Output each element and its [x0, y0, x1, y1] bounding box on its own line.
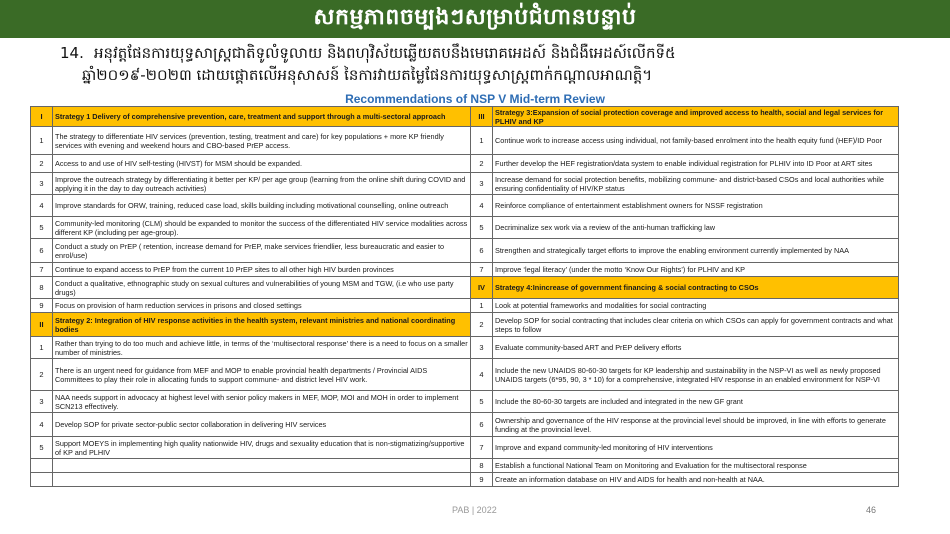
section-heading: [60, 42, 930, 86]
right-recommendation-cell: Include the new UNAIDS 80-60-30 targets for KP leadership and sustainability in the NSP-VI as well as newly proposed UNAIDS targets (6*95, 90, 3 * 10) for a comprehensive, integrated HIV response in an enabled environment for NSP-VI: [493, 359, 899, 391]
left-recommendation-cell: Strategy 2: Integration of HIV response activities in the health system, relevant ministries and national coordinating bodies: [53, 313, 471, 337]
left-recommendation-cell: [53, 459, 471, 473]
left-recommendation-cell: There is an urgent need for guidance from MEF and MOP to enable provincial health departments / Provincial AIDS Committees to play their role in allocating funds to support commune- and district level HIV work.: [53, 359, 471, 391]
left-index-cell: 2: [31, 359, 53, 391]
right-index-cell: IV: [471, 277, 493, 299]
left-index-cell: 1: [31, 127, 53, 155]
right-index-cell: III: [471, 107, 493, 127]
right-recommendation-cell: Strategy 3:Expansion of social protection coverage and improved access to health, social and legal services for PLHIV and KP: [493, 107, 899, 127]
table-row: [31, 359, 899, 391]
table-row: [31, 155, 899, 173]
right-index-cell: 5: [471, 391, 493, 413]
left-index-cell: 1: [31, 337, 53, 359]
left-recommendation-cell: Access to and use of HIV self-testing (HIVST) for MSM should be expanded.: [53, 155, 471, 173]
right-recommendation-cell: Decriminalize sex work via a review of the anti-human trafficking law: [493, 217, 899, 239]
right-recommendation-cell: Increase demand for social protection benefits, mobilizing commune- and district-based CSOs and local authorities while ensuring confidentiality of HIV/KP status: [493, 173, 899, 195]
left-recommendation-cell: Develop SOP for private sector-public sector collaboration in delivering HIV services: [53, 413, 471, 437]
heading-text-1: អនុវត្តផែនការយុទ្ធសាស្ត្រជាតិទូលំទូលាយ និងពហុវិស័យឆ្លើយតបនឹងមេរោគអេដស៍ និងជំងឺអេដស៍លើកទី៥: [94, 44, 676, 62]
right-index-cell: 1: [471, 299, 493, 313]
right-recommendation-cell: Ownership and governance of the HIV response at the provincial level should be improved, in line with efforts to generate funding at the provincial level.: [493, 413, 899, 437]
right-recommendation-cell: Strategy 4:Inincrease of government financing & social contracting to CSOs: [493, 277, 899, 299]
right-recommendation-cell: Create an information database on HIV and AIDS for health and non-health at NAA.: [493, 473, 899, 487]
table-row: [31, 277, 899, 299]
right-recommendation-cell: Establish a functional National Team on Monitoring and Evaluation for the multisectoral response: [493, 459, 899, 473]
left-index-cell: 2: [31, 155, 53, 173]
right-index-cell: 7: [471, 437, 493, 459]
right-recommendation-cell: Further develop the HEF registration/data system to enable individual registration for PLHIV into ID Poor at ART sites: [493, 155, 899, 173]
right-recommendation-cell: Include the 80-60-30 targets are included and integrated in the new GF grant: [493, 391, 899, 413]
left-index-cell: 6: [31, 239, 53, 263]
left-recommendation-cell: NAA needs support in advocacy at highest level with senior policy makers in MEF, MOP, MOI and MOH in order to implement SCN213 effectively.: [53, 391, 471, 413]
table-row: [31, 413, 899, 437]
left-index-cell: 7: [31, 263, 53, 277]
left-recommendation-cell: Improve standards for ORW, training, reduced case load, skills building including motivational counselling, online outreach: [53, 195, 471, 217]
heading-line-1: [60, 42, 930, 64]
left-index-cell: II: [31, 313, 53, 337]
left-recommendation-cell: Conduct a qualitative, ethnographic study on sexual cultures and vulnerabilities of young MSM and TGW, (i.e who use party drugs): [53, 277, 471, 299]
banner-title: សកម្មភាពចម្បងៗសម្រាប់ជំហានបន្ទាប់: [313, 5, 637, 30]
right-recommendation-cell: Develop SOP for social contracting that includes clear criteria on which CSOs can apply for government contracts and what steps to follow: [493, 313, 899, 337]
table-row: [31, 337, 899, 359]
left-index-cell: 3: [31, 173, 53, 195]
left-recommendation-cell: Support MOEYS in implementing high quality nationwide HIV, drugs and sexuality education that is non-stigmatizing/supportive of KP and PLHIV: [53, 437, 471, 459]
right-recommendation-cell: Continue work to increase access using individual, not family-based enrolment into the health equity fund (HEF)/ID Poor: [493, 127, 899, 155]
left-index-cell: [31, 473, 53, 487]
table-row: [31, 263, 899, 277]
right-recommendation-cell: Look at potential frameworks and modalities for social contracting: [493, 299, 899, 313]
left-index-cell: 3: [31, 391, 53, 413]
table-row: [31, 195, 899, 217]
title-banner: [0, 0, 950, 38]
right-index-cell: 4: [471, 359, 493, 391]
right-recommendation-cell: Strengthen and strategically target efforts to improve the enabling environment currently implemented by NAA: [493, 239, 899, 263]
right-index-cell: 2: [471, 313, 493, 337]
left-recommendation-cell: Continue to expand access to PrEP from the current 10 PrEP sites to all other high HIV burden provinces: [53, 263, 471, 277]
left-recommendation-cell: Improve the outreach strategy by differentiating it better per KP/ per age group (learning from the online shift during COVID and applying it in the day to day outreach activities): [53, 173, 471, 195]
table-row: [31, 437, 899, 459]
right-index-cell: 9: [471, 473, 493, 487]
right-index-cell: 2: [471, 155, 493, 173]
right-index-cell: 5: [471, 217, 493, 239]
right-recommendation-cell: Improve ‘legal literacy’ (under the motto ‘Know Our Rights’) for PLHIV and KP: [493, 263, 899, 277]
table-row: [31, 217, 899, 239]
table-row: [31, 239, 899, 263]
page-number: 46: [866, 505, 877, 515]
left-index-cell: 8: [31, 277, 53, 299]
right-index-cell: 7: [471, 263, 493, 277]
left-index-cell: 4: [31, 195, 53, 217]
table-row: [31, 299, 899, 313]
table-row: [31, 459, 899, 473]
table-row: [31, 107, 899, 127]
left-index-cell: I: [31, 107, 53, 127]
right-index-cell: 8: [471, 459, 493, 473]
left-index-cell: [31, 459, 53, 473]
footer-label: PAB | 2022: [452, 505, 497, 515]
left-index-cell: 5: [31, 437, 53, 459]
right-index-cell: 4: [471, 195, 493, 217]
recommendations-table: [30, 106, 899, 487]
heading-line-2: [60, 64, 930, 86]
left-recommendation-cell: The strategy to differentiate HIV services (prevention, testing, treatment and care) for key populations + more KP friendly services with evening and weekend hours and CBO-based PrEP access.: [53, 127, 471, 155]
left-recommendation-cell: Rather than trying to do too much and achieve little, in terms of the ‘multisectoral response’ there is a need to focus on a smaller number of ministries.: [53, 337, 471, 359]
right-index-cell: 3: [471, 173, 493, 195]
left-recommendation-cell: Strategy 1 Delivery of comprehensive prevention, care, treatment and support through a multi-sectoral approach: [53, 107, 471, 127]
table-subtitle: Recommendations of NSP V Mid-term Review: [345, 92, 605, 106]
left-recommendation-cell: [53, 473, 471, 487]
heading-number: 14.: [60, 44, 84, 62]
table-row: [31, 313, 899, 337]
heading-text-2: ឆ្នាំ២០១៩-២០២៣ ដោយផ្តោតលើអនុសាសន៍ នៃការវាយតម្លៃផែនការយុទ្ធសាស្ត្រពាក់កណ្តាលអាណត្តិ។: [82, 66, 653, 84]
left-index-cell: 4: [31, 413, 53, 437]
table-row: [31, 127, 899, 155]
right-recommendation-cell: Evaluate community-based ART and PrEP delivery efforts: [493, 337, 899, 359]
right-recommendation-cell: Improve and expand community-led monitoring of HIV interventions: [493, 437, 899, 459]
left-recommendation-cell: Community-led monitoring (CLM) should be expanded to monitor the success of the differentiated HIV service modalities across different KP (including per age-group).: [53, 217, 471, 239]
right-index-cell: 1: [471, 127, 493, 155]
right-index-cell: 6: [471, 413, 493, 437]
table-row: [31, 391, 899, 413]
table-row: [31, 473, 899, 487]
right-index-cell: 6: [471, 239, 493, 263]
table-row: [31, 173, 899, 195]
right-index-cell: 3: [471, 337, 493, 359]
left-recommendation-cell: Focus on provision of harm reduction services in prisons and closed settings: [53, 299, 471, 313]
left-index-cell: 9: [31, 299, 53, 313]
left-recommendation-cell: Conduct a study on PrEP ( retention, increase demand for PrEP, make services friendlier, less bureaucratic and easier to enrol/use): [53, 239, 471, 263]
left-index-cell: 5: [31, 217, 53, 239]
right-recommendation-cell: Reinforce compliance of entertainment establishment owners for NSSF registration: [493, 195, 899, 217]
